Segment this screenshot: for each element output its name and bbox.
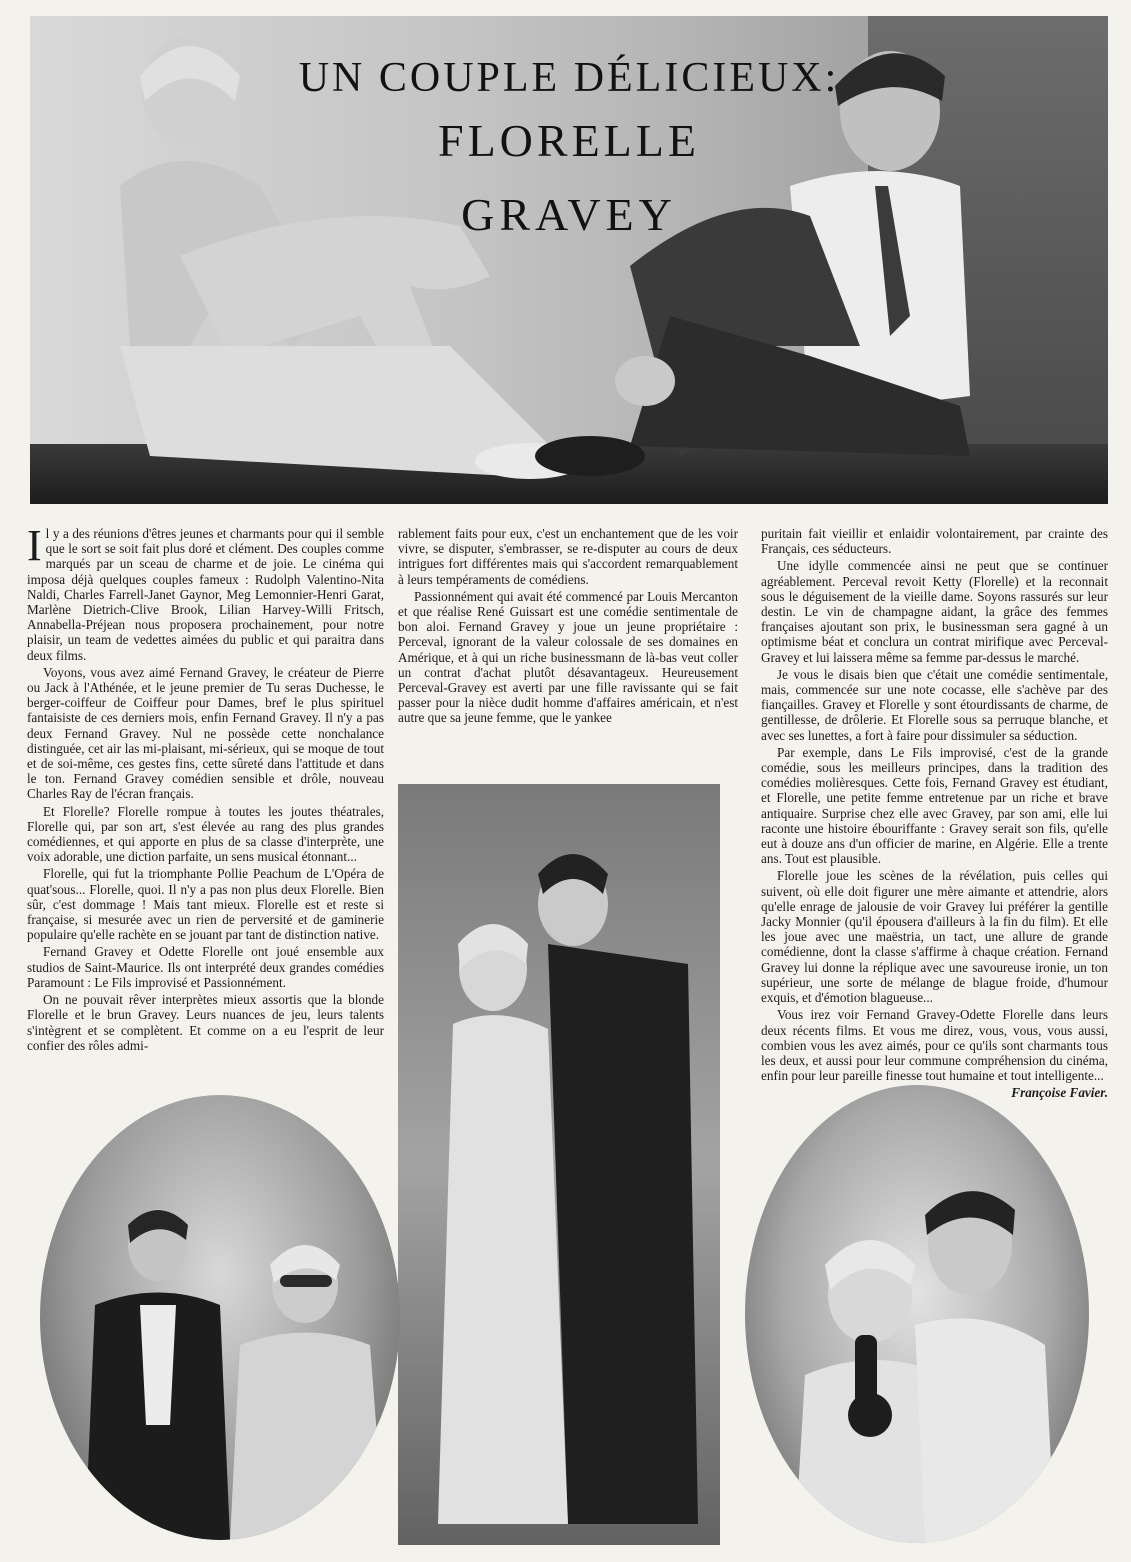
paragraph: On ne pouvait rêver interprètes mieux assortis que la blonde Florelle et le brun Gravey. Leurs nuances de jeu, leurs talents s'intègrent et se complètent. Et comme on a eu l'esprit de leur confier des rôles admi- xyxy=(27,992,384,1053)
circle-right-figures xyxy=(745,1085,1089,1543)
paragraph: Voyons, vous avez aimé Fernand Gravey, le créateur de Pierre ou Jack à l'Athénée, et le jeune premier de Tu seras Duchesse, le berger-coiffeur de Coiffeur pour Dames, bref le plus spirituel fantaisiste de ces derniers mois, enfin Fernand Gravey. Il n'y a pas deux Fernand Gravey. Nul ne possède cette nonchalance distinguée, cet air las mi-plaisant, mi-sérieux, qui se moque de tout et de soi-même, ces gestes fins, cette sûreté dans l'attitude et dans le ton. Fernand Gravey comédien sensible et drôle, nouveau Charles Ray de l'écran français. xyxy=(27,664,384,802)
paragraph: puritain fait vieillir et enlaidir volontairement, par crainte des Français, ces séducteurs. xyxy=(761,526,1108,557)
article-column-2 xyxy=(398,526,738,728)
headline-florelle: FLORELLE xyxy=(438,115,700,166)
article-column-1 xyxy=(27,521,384,1055)
circle-left-figures xyxy=(40,1095,400,1540)
paragraph: Par exemple, dans Le Fils improvisé, c'est de la grande comédie, sous les meilleurs principes, dans la tradition des comédies molièresques. Cette fois, Fernand Gravey est étudiant, et Florelle, une petite femme entretenue par un riche et brave antiquaire. Surprise chez elle avec Gravey, par son ami, elle lui raconte une histoire ébouriffante : Gravey serait son fils, qu'elle eut à douze ans d'un officier de marine, en Algérie. Elle a trente ans. Tout est plausible. xyxy=(761,744,1108,867)
paragraph: Il y a des réunions d'êtres jeunes et charmants pour qui il semble que le sort se soit fait plus doré et clément. Des couples comme marqués par un sceau de charme et de joie. Le cinéma qui imposa déjà quelques couples fameux : Rudolph Valentino-Nita Naldi, Charles Farrell-Janet Gaynor, Meg Lemonnier-Henri Garat, Marlène Dietrich-Clive Brook, Lilian Harvey-Willi Fritsch, Annabella-Préjean nous proposera prochainement, pour notre plaisir, un team de vedettes aimées du public et qui paraitra dans deux films. xyxy=(27,521,384,663)
paragraph: Passionnément qui avait été commencé par Louis Mercanton et que réalise René Guissart est une comédie sentimentale de bon aloi. Fernand Gravey y joue un jeune propriétaire : Perceval, ignorant de la valeur colossale de ses domaines en Amérique, et à qui un riche businessmann de là-bas veut coller un contrat d'achat plutôt désavantageux. Heureusement Perceval-Gravey est averti par une fille ravissante qui se fait passer pour la nièce dudit homme d'affaires américain, et n'est autre que sa jeune femme, que le yankee xyxy=(398,588,738,726)
paragraph: Fernand Gravey et Odette Florelle ont joué ensemble aux studios de Saint-Maurice. Ils ont interprété deux grandes comédies Paramount : Le Fils improvisé et Passionnément. xyxy=(27,944,384,990)
headline-gravey: GRAVEY xyxy=(461,189,677,240)
paragraph: Je vous le disais bien que c'était une comédie sentimentale, mais, commencée sur une note cocasse, elle s'achève par des fiançailles. Gravey et Florelle y sont étourdissants de charme, de gentillesse, de drôlerie. Et Florelle sous sa perruque blanche, et avec ses lunettes, a fort à faire pour dissimuler sa séduction. xyxy=(761,666,1108,743)
circle-photo-left xyxy=(40,1095,400,1540)
author-signature: Françoise Favier. xyxy=(1011,1085,1108,1101)
article-column-3 xyxy=(761,526,1108,1101)
paragraph: rablement faits pour eux, c'est un enchantement que de les voir vivre, se disputer, s'embrasser, se re-disputer au cours de deux intrigues fort différentes mais qui s'accordent remarquablement à leurs tempéraments de comédiens. xyxy=(398,526,738,587)
circle-photo-right xyxy=(745,1085,1089,1543)
paragraph: Et Florelle? Florelle rompue à toutes les joutes théatrales, Florelle qui, par son art, s'est élevée au rang des plus grandes comédiennes, et qui apporte en plus de sa classe d'interprète, une voix adorable, une diction parfaite, un sens musical étonnant... xyxy=(27,803,384,865)
hero-photo xyxy=(30,16,1108,504)
center-figures xyxy=(398,784,720,1545)
paragraph: Vous irez voir Fernand Gravey-Odette Florelle dans leurs deux récents films. Et vous me direz, vous, vous, vous aussi, combien vous les avez aimés, pour ce qu'ils sont charmants tous les deux, et aussi pour leur commune compréhension du cinéma, enfin pour leur pareille finesse tout humaine et tout intelligente... xyxy=(761,1007,1108,1084)
paragraph: Florelle, qui fut la triomphante Pollie Peachum de L'Opéra de quat'sous... Florelle, quoi. Il n'y a pas non plus deux Florelle. Bien sûr, c'est dommage ! Mais tant mieux. Florelle est et reste si française, si mesurée avec un rien de perversité et de gaminerie populaire qu'elle rachète en se jouant par tant de distinction native. xyxy=(27,866,384,943)
center-photo-couple-embrace xyxy=(398,784,720,1545)
headline-line1: UN COUPLE DÉLICIEUX: xyxy=(298,55,840,102)
paragraph: Une idylle commencée ainsi ne peut que se continuer agréablement. Perceval revoit Ketty (Florelle) et la reconnait sous le déguisement de la vieille dame. Soyons rassurés sur leur destin. Le vin de champagne aidant, la grâce des femmes françaises ajoutant son prix, le businessman sera gagné à un optimisme béat et conclura un contrat mirifique avec Perceval-Gravey et lui laissera même sa femme par-dessus le marché. xyxy=(761,558,1108,665)
drop-cap: I xyxy=(27,521,42,570)
paragraph: Florelle joue les scènes de la révélation, puis celles qui suivent, où elle doit figurer une mère aimante et attendrie, alors qu'elle enrage de jalousie de voir Gravey lui préférer la gentille Jacky Monnier (qu'il épousera d'ailleurs à la fin du film). Et elle les joue avec une maëstria, un tact, une allure de grande comédienne, dont la classe s'affirme à chaque création. Fernand Gravey lui donne la réplique avec une savoureuse ironie, un ton supérieur, une sorte de mélange de blague froide, d'humour exquis, et d'émotion blagueuse... xyxy=(761,868,1108,1006)
